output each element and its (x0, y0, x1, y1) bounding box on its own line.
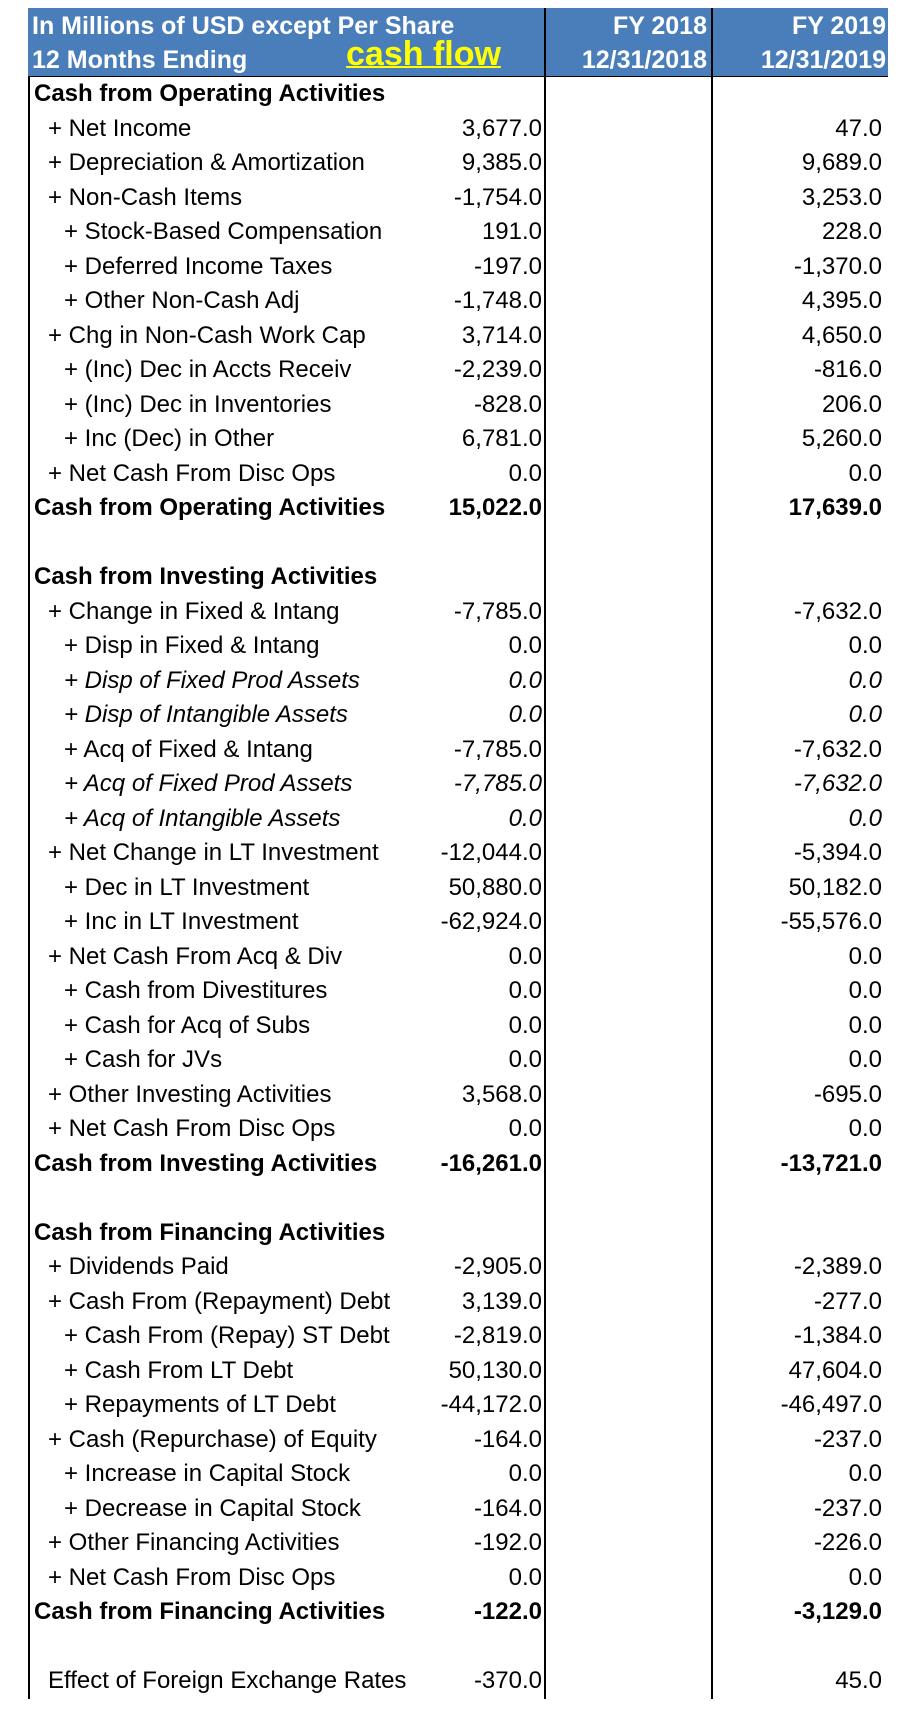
value-fy2019: 3,253.0 (801, 183, 882, 211)
cash-flow-statement (28, 8, 888, 1699)
table-row (30, 905, 888, 940)
value-fy2018: 3,714.0 (461, 321, 542, 349)
row-label: Cash from Operating Activities (34, 80, 386, 107)
row-label: + Disp in Fixed & Intang (64, 632, 320, 659)
row-label: + Chg in Non-Cash Work Cap (48, 321, 366, 349)
row-label: Cash from Financing Activities (34, 1598, 386, 1625)
table-row (30, 1147, 888, 1182)
table-row (30, 1388, 888, 1423)
value-fy2018: 0.0 (508, 1563, 542, 1591)
row-label: + Inc (Dec) in Other (64, 425, 275, 452)
row-label: + Inc in LT Investment (64, 908, 299, 935)
table-row (30, 146, 888, 181)
value-fy2018: 0.0 (508, 1011, 542, 1039)
value-fy2018: 0.0 (508, 942, 542, 970)
value-fy2019: -3,129.0 (793, 1598, 882, 1625)
spacer-row (30, 1630, 888, 1665)
value-fy2019: -226.0 (813, 1529, 882, 1556)
value-fy2019: 17,639.0 (788, 494, 882, 521)
table-row (30, 1112, 888, 1147)
table-row (30, 1457, 888, 1492)
row-label: + Net Cash From Acq & Div (48, 942, 343, 970)
value-fy2019: -13,721.0 (780, 1149, 882, 1177)
row-label: + Net Cash From Disc Ops (48, 1563, 336, 1591)
value-fy2018: 0.0 (508, 632, 542, 659)
row-label: + (Inc) Dec in Accts Receiv (64, 356, 352, 383)
table-row (30, 250, 888, 285)
row-label: Effect of Foreign Exchange Rates (48, 1667, 407, 1694)
value-fy2019: 47.0 (835, 114, 882, 142)
header-fy2018 (544, 8, 711, 76)
value-fy2018: -2,819.0 (453, 1322, 542, 1349)
table-row (30, 491, 888, 526)
value-fy2019: -277.0 (813, 1287, 882, 1315)
value-fy2019: 206.0 (821, 390, 882, 418)
value-fy2018: 0.0 (508, 977, 542, 1004)
value-fy2019: 4,650.0 (801, 321, 882, 349)
value-fy2019: 0.0 (848, 804, 882, 832)
row-label: + Repayments of LT Debt (64, 1391, 336, 1418)
value-fy2018: -12,044.0 (440, 839, 542, 866)
table-row (30, 1354, 888, 1389)
row-label: + Net Income (48, 114, 192, 142)
value-fy2019: 0.0 (848, 459, 882, 487)
value-fy2019: -237.0 (813, 1494, 882, 1522)
value-fy2018: 9,385.0 (461, 149, 542, 176)
cash-flow-annotation: cash flow (346, 35, 501, 73)
row-label: + Net Cash From Disc Ops (48, 1115, 336, 1142)
value-fy2019: 0.0 (848, 1115, 882, 1142)
value-fy2019: -7,632.0 (793, 597, 882, 625)
value-fy2018: 3,139.0 (461, 1287, 542, 1315)
table-row (30, 1043, 888, 1078)
row-label: + Stock-Based Compensation (64, 218, 383, 245)
value-fy2018: -828.0 (473, 390, 542, 418)
value-fy2018: 0.0 (508, 459, 542, 487)
value-fy2018: 0.0 (508, 1115, 542, 1142)
table-row (30, 353, 888, 388)
header-title: In Millions of USD except Per Share (32, 12, 455, 40)
value-fy2019: 0.0 (848, 632, 882, 659)
table-header (28, 8, 888, 76)
header-label-cell (28, 8, 542, 76)
row-label: + (Inc) Dec in Inventories (64, 390, 332, 418)
value-fy2019: 0.0 (848, 701, 882, 728)
row-label: + Cash from Divestitures (64, 977, 328, 1004)
row-label: + Acq of Intangible Assets (64, 804, 341, 832)
table-row (30, 112, 888, 147)
row-label: + Change in Fixed & Intang (48, 597, 340, 625)
value-fy2018: 0.0 (508, 701, 542, 728)
table-row (30, 1561, 888, 1596)
value-fy2019: -5,394.0 (793, 839, 882, 866)
table-row (30, 560, 888, 595)
value-fy2019: 0.0 (848, 1460, 882, 1487)
header-fy2018-date: 12/31/2018 (581, 46, 707, 74)
value-fy2019: -7,632.0 (793, 770, 882, 797)
value-fy2018: 6,781.0 (461, 425, 542, 452)
value-fy2018: -7,785.0 (453, 597, 542, 625)
value-fy2019: 4,395.0 (801, 287, 882, 314)
table-row (30, 595, 888, 630)
value-fy2018: -16,261.0 (440, 1149, 542, 1177)
row-label: + Cash From (Repayment) Debt (48, 1287, 391, 1315)
table-row (30, 802, 888, 837)
value-fy2019: 0.0 (848, 1011, 882, 1039)
table-row (30, 767, 888, 802)
row-label: + Increase in Capital Stock (64, 1460, 351, 1487)
value-fy2019: 5,260.0 (801, 425, 882, 452)
table-row (30, 388, 888, 423)
value-fy2018: 50,880.0 (448, 873, 542, 901)
table-row (30, 1250, 888, 1285)
value-fy2019: -695.0 (813, 1080, 882, 1108)
table-row (30, 422, 888, 457)
value-fy2018: -1,748.0 (453, 287, 542, 314)
value-fy2019: 47,604.0 (788, 1356, 882, 1384)
value-fy2019: 50,182.0 (788, 873, 882, 901)
header-fy2019-period: FY 2019 (791, 12, 886, 40)
value-fy2018: -7,785.0 (453, 770, 542, 797)
value-fy2018: -164.0 (473, 1494, 542, 1522)
row-label: + Decrease in Capital Stock (64, 1494, 361, 1522)
table-body (28, 76, 888, 1699)
header-fy2018-period: FY 2018 (612, 12, 707, 40)
row-label: + Non-Cash Items (48, 183, 243, 211)
row-label: + Disp of Fixed Prod Assets (64, 666, 360, 694)
header-fy2019-date: 12/31/2019 (760, 46, 886, 74)
value-fy2019: -46,497.0 (780, 1391, 882, 1418)
value-fy2018: 50,130.0 (448, 1356, 542, 1384)
value-fy2018: 0.0 (508, 1046, 542, 1073)
value-fy2019: -1,384.0 (793, 1322, 882, 1349)
row-label: Cash from Investing Activities (34, 1149, 378, 1177)
table-row (30, 733, 888, 768)
table-row (30, 284, 888, 319)
row-label: Cash from Operating Activities (34, 494, 386, 521)
value-fy2018: 0.0 (508, 666, 542, 694)
value-fy2019: 228.0 (821, 218, 882, 245)
value-fy2018: -2,239.0 (453, 356, 542, 383)
value-fy2018: -1,754.0 (453, 183, 542, 211)
row-label: + Dec in LT Investment (64, 873, 310, 901)
value-fy2018: 3,677.0 (461, 114, 542, 142)
table-row (30, 664, 888, 699)
table-row (30, 215, 888, 250)
row-label: + Depreciation & Amortization (48, 149, 365, 176)
value-fy2019: 9,689.0 (801, 149, 882, 176)
table-row (30, 1423, 888, 1458)
row-label: + Disp of Intangible Assets (64, 701, 348, 728)
row-label: + Cash From (Repay) ST Debt (64, 1322, 390, 1349)
value-fy2019: 45.0 (835, 1667, 882, 1694)
value-fy2019: 0.0 (848, 1046, 882, 1073)
value-fy2018: -192.0 (473, 1529, 542, 1556)
table-row (30, 1216, 888, 1251)
value-fy2018: 0.0 (508, 1460, 542, 1487)
table-row (30, 457, 888, 492)
value-fy2018: 15,022.0 (448, 494, 542, 521)
value-fy2018: 191.0 (481, 218, 542, 245)
value-fy2018: -7,785.0 (453, 735, 542, 763)
value-fy2019: -2,389.0 (793, 1253, 882, 1280)
value-fy2018: -44,172.0 (440, 1391, 542, 1418)
row-label: + Net Change in LT Investment (48, 839, 379, 866)
header-fy2019 (711, 8, 890, 76)
value-fy2019: -7,632.0 (793, 735, 882, 763)
value-fy2019: 0.0 (848, 666, 882, 694)
table-row (30, 698, 888, 733)
row-label: + Cash (Repurchase) of Equity (48, 1425, 377, 1453)
table-row (30, 1526, 888, 1561)
row-label: + Net Cash From Disc Ops (48, 459, 336, 487)
table-row (30, 1078, 888, 1113)
value-fy2019: 0.0 (848, 977, 882, 1004)
row-label: + Dividends Paid (48, 1253, 229, 1280)
table-row (30, 940, 888, 975)
table-row (30, 836, 888, 871)
table-row (30, 1664, 888, 1699)
table-row (30, 1595, 888, 1630)
table-row (30, 1319, 888, 1354)
value-fy2018: -164.0 (473, 1425, 542, 1453)
value-fy2019: -1,370.0 (793, 252, 882, 280)
value-fy2019: 0.0 (848, 942, 882, 970)
table-row (30, 319, 888, 354)
row-label: + Cash for Acq of Subs (64, 1011, 311, 1039)
value-fy2018: -122.0 (473, 1598, 542, 1625)
value-fy2019: -816.0 (813, 356, 882, 383)
spacer-row (30, 1181, 888, 1216)
value-fy2019: -55,576.0 (780, 908, 882, 935)
value-fy2018: -197.0 (473, 252, 542, 280)
table-row (30, 77, 888, 112)
table-row (30, 181, 888, 216)
value-fy2018: -2,905.0 (453, 1253, 542, 1280)
table-row (30, 974, 888, 1009)
value-fy2018: -370.0 (473, 1667, 542, 1694)
value-fy2018: -62,924.0 (440, 908, 542, 935)
row-label: Cash from Financing Activities (34, 1218, 386, 1246)
table-row (30, 1492, 888, 1527)
value-fy2019: -237.0 (813, 1425, 882, 1453)
row-label: + Other Investing Activities (48, 1080, 332, 1108)
row-label: Cash from Investing Activities (34, 563, 378, 590)
header-subtitle: 12 Months Ending (32, 46, 248, 74)
value-fy2018: 3,568.0 (461, 1080, 542, 1108)
row-label: + Other Financing Activities (48, 1529, 340, 1556)
spacer-row (30, 526, 888, 561)
row-label: + Acq of Fixed & Intang (64, 735, 313, 763)
row-label: + Other Non-Cash Adj (64, 287, 300, 314)
value-fy2018: 0.0 (508, 804, 542, 832)
table-row (30, 1009, 888, 1044)
row-label: + Deferred Income Taxes (64, 252, 333, 280)
value-fy2019: 0.0 (848, 1563, 882, 1591)
table-row (30, 1285, 888, 1320)
table-row (30, 629, 888, 664)
table-row (30, 871, 888, 906)
row-label: + Acq of Fixed Prod Assets (64, 770, 353, 797)
row-label: + Cash From LT Debt (64, 1356, 294, 1384)
row-label: + Cash for JVs (64, 1046, 223, 1073)
